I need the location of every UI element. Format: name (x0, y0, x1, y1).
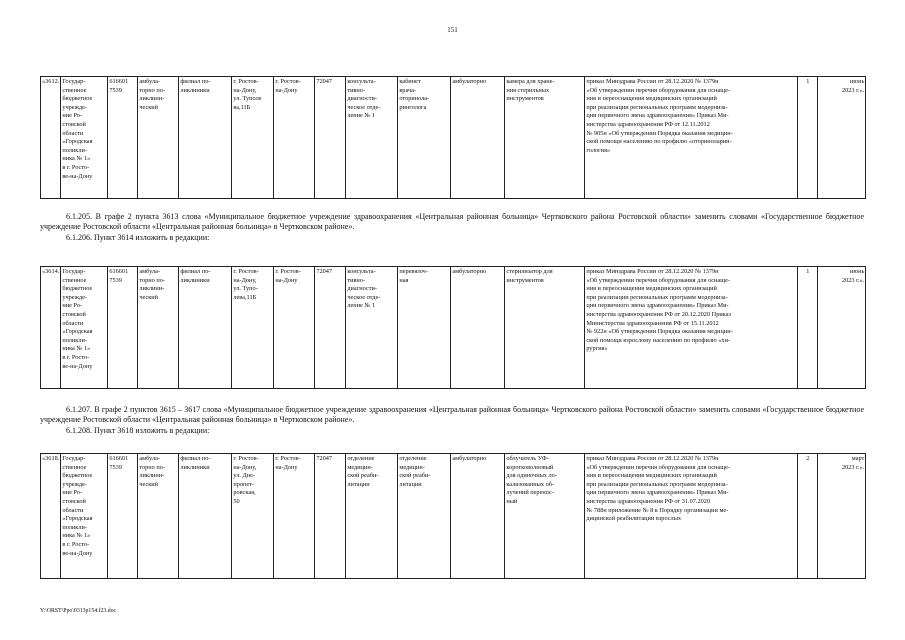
cell-address: г. Ростов- на-Дону, ул. Тупо- лева,11Б (232, 267, 274, 389)
table-row (40, 76, 866, 199)
cell-city: г. Ростов- на-Дону (274, 454, 315, 579)
table-row (40, 453, 866, 579)
cell-care-type: амбула- торно по- ликлини- ческий (138, 267, 179, 389)
cell-care-type: амбула- торно по- ликлини- ческий (138, 454, 179, 579)
cell-basis: приказ Минздрава России от 28.12.2020 № 1379н «Об утверждении перечня оборудования для оснаще- ния и переоснащения медицинских организаций при реализации региональных программ модерниза- ции первичного звена здравоохранения» Приказ Ми- нистерства здравоохранения РФ от 31.07.2020 № 788н приложение № 8 к Порядку организации ме- дицинской реабилитации взрослых (585, 454, 798, 579)
cell-code: 72047 (315, 77, 346, 199)
cell-unit-type: филиал по- ликлиники (179, 454, 232, 579)
paragraph-text: 6.1.208. Пункт 3618 изложить в редакции: (66, 425, 210, 435)
cell-organization: Государ- ственное бюджетное учрежде- ние Ро- стовской области «Городская поликли- ника № 1» в г. Росто- ве-на-Дону (61, 454, 108, 579)
cell-address: г. Ростов- на-Дону, ул. Дне- пропет- ровская, 50 (232, 454, 274, 579)
paragraph-text: 6.1.206. Пункт 3614 изложить в редакции: (66, 232, 210, 242)
cell-equipment: облучатель УФ- коротковолновый для одиночных ло- кализованных об- лучений перенос- ный (505, 454, 585, 579)
cell-mode: амбулаторно (451, 267, 505, 389)
cell-inn: 616601 7539 (108, 77, 138, 199)
cell-basis: приказ Минздрава России от 28.12.2020 № 1379н «Об утверждении перечня оборудования для оснаще- ния и переоснащения медицинских организаций при реализации региональных программ модерниза- ции первичного звена здравоохранения» Приказ Ми- нистерства здравоохранения РФ от 20.12.2020 Приказ Министерства здравоохранения РФ от 15.11.2012 № 922н «Об утверждении Порядка оказания медицин- ской помощи взрослому населению по профилю «хи- рургия» (585, 267, 798, 389)
cell-mode: амбулаторно (451, 454, 505, 579)
cell-number: «3618. (41, 454, 61, 579)
cell-unit-type: филиал по- ликлиники (179, 77, 232, 199)
cell-organization: Государ- ственное бюджетное учрежде- ние Ро- стовской области «Городская поликли- ника № 1» в г. Росто- ве-на-Дону (61, 267, 108, 389)
cell-number: «3612. (41, 77, 61, 199)
cell-quantity: 2 (798, 454, 818, 579)
cell-equipment: камера для хране- ния стерильных инструментов (505, 77, 585, 199)
page-number: 151 (447, 26, 458, 34)
cell-code: 72047 (315, 267, 346, 389)
cell-date: июнь 2023 г.». (818, 267, 866, 389)
paragraph-text: 6.1.207. В графе 2 пунктов 3615 – 3617 слова «Муниципальное бюджетное учреждение здравоохранения «Центральная районная больница» Чертковского района Ростовской области» заменить словами «Государственное бюджетное учреждение Ростовской области «Центральная районная больница» в Чертковском районе». (40, 405, 864, 425)
cell-department: отделение медицин- ской реаби- литации (346, 454, 398, 579)
cell-basis: приказ Минздрава России от 28.12.2020 № 1379н «Об утверждении перечня оборудования для оснаще- ния и переоснащения медицинских организаций при реализации региональных программ модерниза- ции первичного звена здравоохранения» Приказ Ми- нистерства здравоохранения РФ от 12.11.2012 № 905н «Об утверждении Порядка оказания медицин- ской помощи населению по профилю «оториноларин- гология» (585, 77, 798, 199)
cell-code: 72047 (315, 454, 346, 579)
cell-number: «3614. (41, 267, 61, 389)
cell-department: консульта- тивно- диагности- ческое отде- ление № 1 (346, 77, 398, 199)
cell-mode: амбулаторно (451, 77, 505, 199)
cell-quantity: 1 (798, 267, 818, 389)
cell-address: г. Ростов- на-Дону, ул. Туполе ва,11Б (232, 77, 274, 199)
cell-equipment: стерилизатор для инструментов (505, 267, 585, 389)
table-row (40, 266, 866, 389)
paragraph-6-1-207 (40, 405, 864, 436)
cell-room: перевязоч- ная (398, 267, 451, 389)
cell-quantity: 1 (798, 77, 818, 199)
cell-inn: 616601 7539 (108, 267, 138, 389)
cell-care-type: амбула- торно по- ликлини- ческий (138, 77, 179, 199)
paragraph-text: 6.1.205. В графе 2 пункта 3613 слова «Муниципальное бюджетное учреждение здравоохранения «Центральная районная больница» Чертковского района Ростовской области» заменить словами «Государственное бюджетное учреждение Ростовской области «Центральная районная больница» в Чертковском районе». (40, 212, 864, 232)
cell-inn: 616601 7539 (108, 454, 138, 579)
cell-city: г. Ростов- на-Дону (274, 267, 315, 389)
file-path-footer: Y:\ORST\Ppo\0313p154.f23.doc (40, 608, 117, 614)
paragraph-6-1-205 (40, 212, 864, 243)
cell-unit-type: филиал по- ликлиники (179, 267, 232, 389)
cell-room: кабинет врача- оторинола- ринголога (398, 77, 451, 199)
cell-room: отделение медицин- ской реаби- литации (398, 454, 451, 579)
cell-date: июнь 2023 г.». (818, 77, 866, 199)
cell-organization: Государ- ственное бюджетное учрежде- ние Ро- стовской области «Городская поликли- ника № 1» в г. Росто- ве-на-Дону (61, 77, 108, 199)
cell-date: март 2023 г.». (818, 454, 866, 579)
cell-city: г. Ростов- на-Дону (274, 77, 315, 199)
cell-department: консульта- тивно- диагности- ческое отде- ление № 1 (346, 267, 398, 389)
